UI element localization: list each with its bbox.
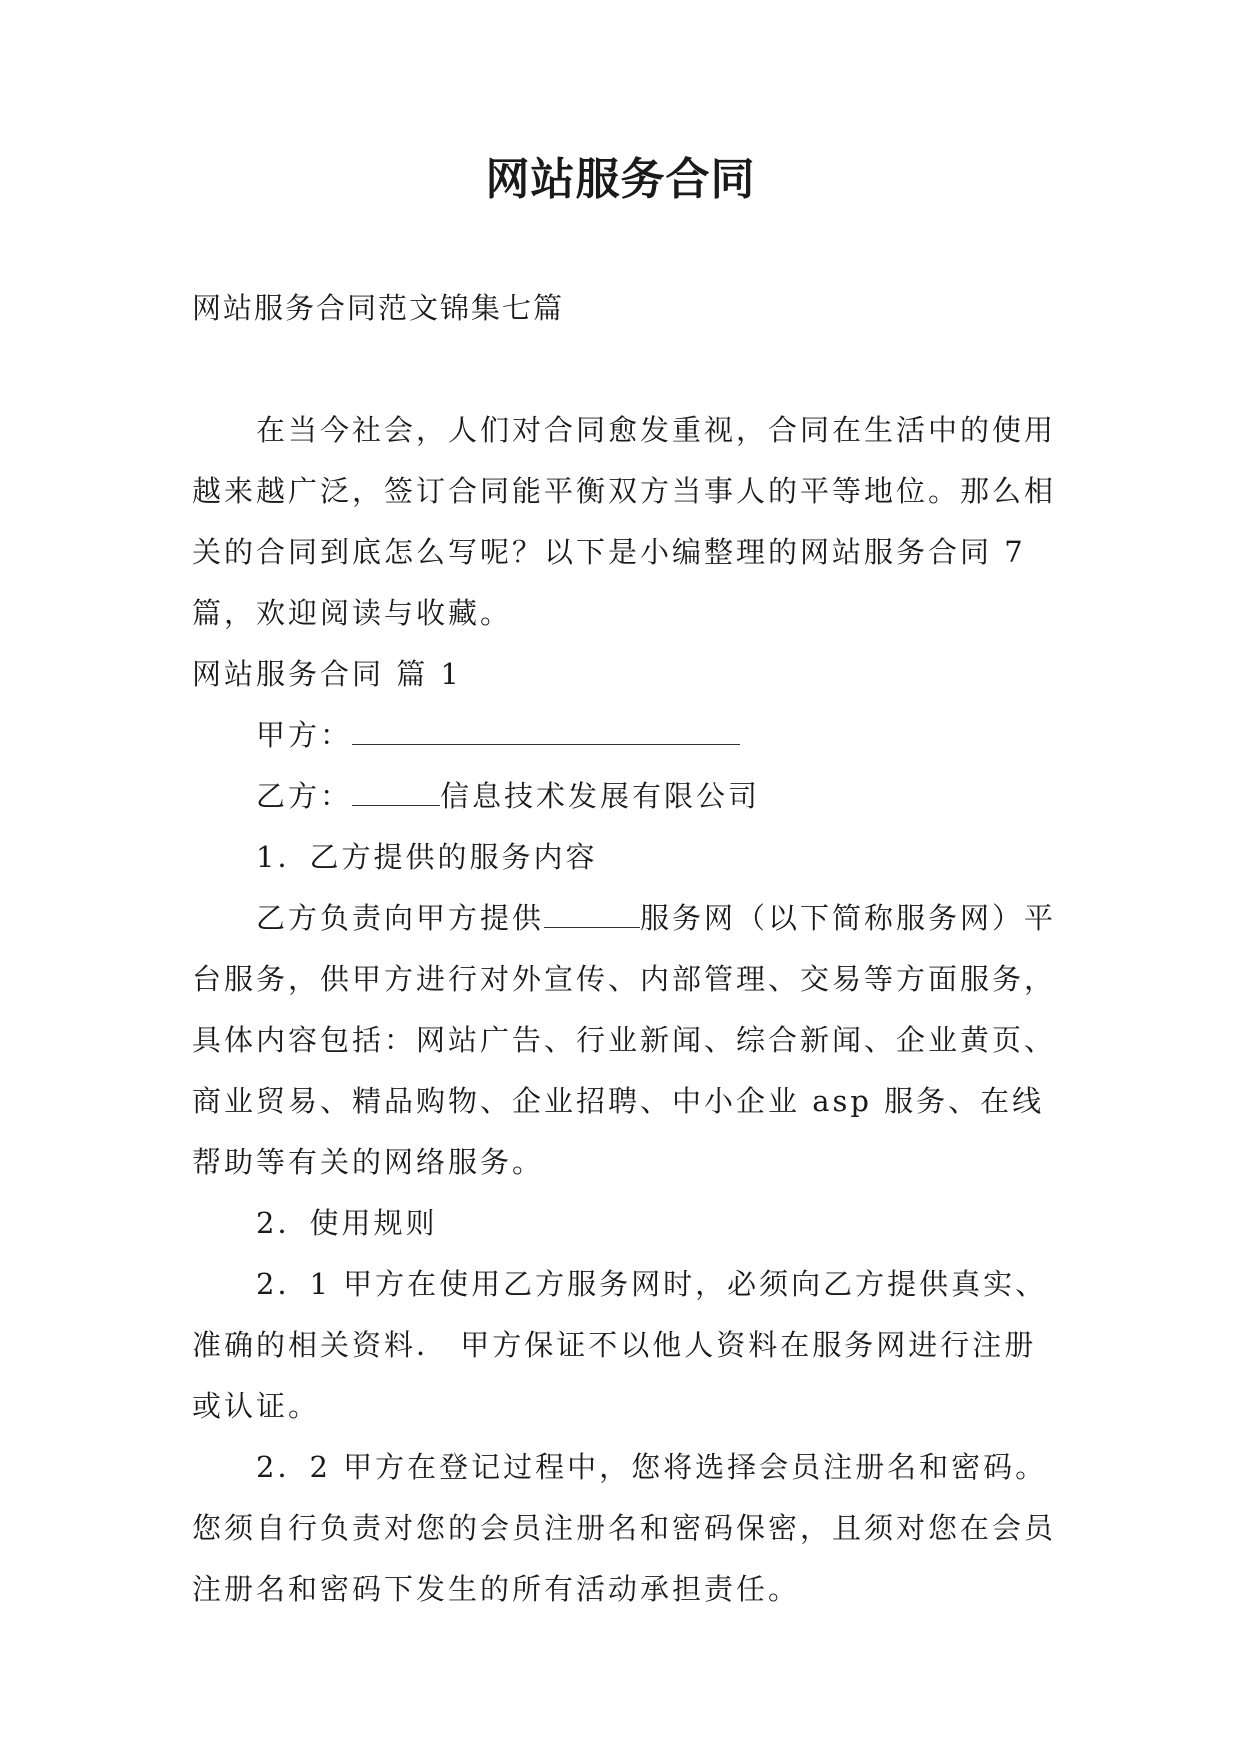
clause-2-heading: 2．使用规则 <box>256 1206 438 1240</box>
clause-1-paragraph <box>192 888 1062 1193</box>
party-a-blank <box>352 714 740 745</box>
clause-1-heading: 1．乙方提供的服务内容 <box>256 840 598 874</box>
section-heading: 网站服务合同 篇 1 <box>192 657 462 691</box>
clause-1-prefix: 乙方负责向甲方提供 <box>256 901 545 935</box>
clause-2-1-paragraph: 2．1 甲方在使用乙方服务网时，必须向乙方提供真实、准确的相关资料． 甲方保证不以他人资料在服务网进行注册或认证。 <box>192 1267 1048 1423</box>
party-b-blank <box>352 775 440 806</box>
document-body <box>192 400 1062 1620</box>
party-a-label: 甲方： <box>256 718 353 752</box>
document-subtitle: 网站服务合同范文锦集七篇 <box>192 291 565 325</box>
clause-2-2-paragraph: 2．2 甲方在登记过程中，您将选择会员注册名和密码。您须自行负责对您的会员注册名和密码保密，且须对您在会员注册名和密码下发生的所有活动承担责任。 <box>192 1450 1057 1606</box>
party-a-line <box>192 705 1062 766</box>
party-b-name: 信息技术发展有限公司 <box>440 779 761 813</box>
clause-1-suffix: 服务网（以下简称服务网）平台服务，供甲方进行对外宣传、内部管理、交易等方面服务，具体内容包括：网站广告、行业新闻、综合新闻、企业黄页、商业贸易、精品购物、企业招聘、中小企业 asp 服务、在线帮助等有关的网络服务。 <box>192 901 1057 1179</box>
document-title: 网站服务合同 <box>485 154 756 205</box>
party-b-line <box>192 766 1062 827</box>
intro-paragraph: 在当今社会，人们对合同愈发重视，合同在生活中的使用越来越广泛，签订合同能平衡双方当事人的平等地位。那么相关的合同到底怎么写呢？以下是小编整理的网站服务合同 7 篇，欢迎阅读与收藏。 <box>192 413 1057 630</box>
service-name-blank <box>544 897 640 928</box>
party-b-label: 乙方： <box>256 779 353 813</box>
